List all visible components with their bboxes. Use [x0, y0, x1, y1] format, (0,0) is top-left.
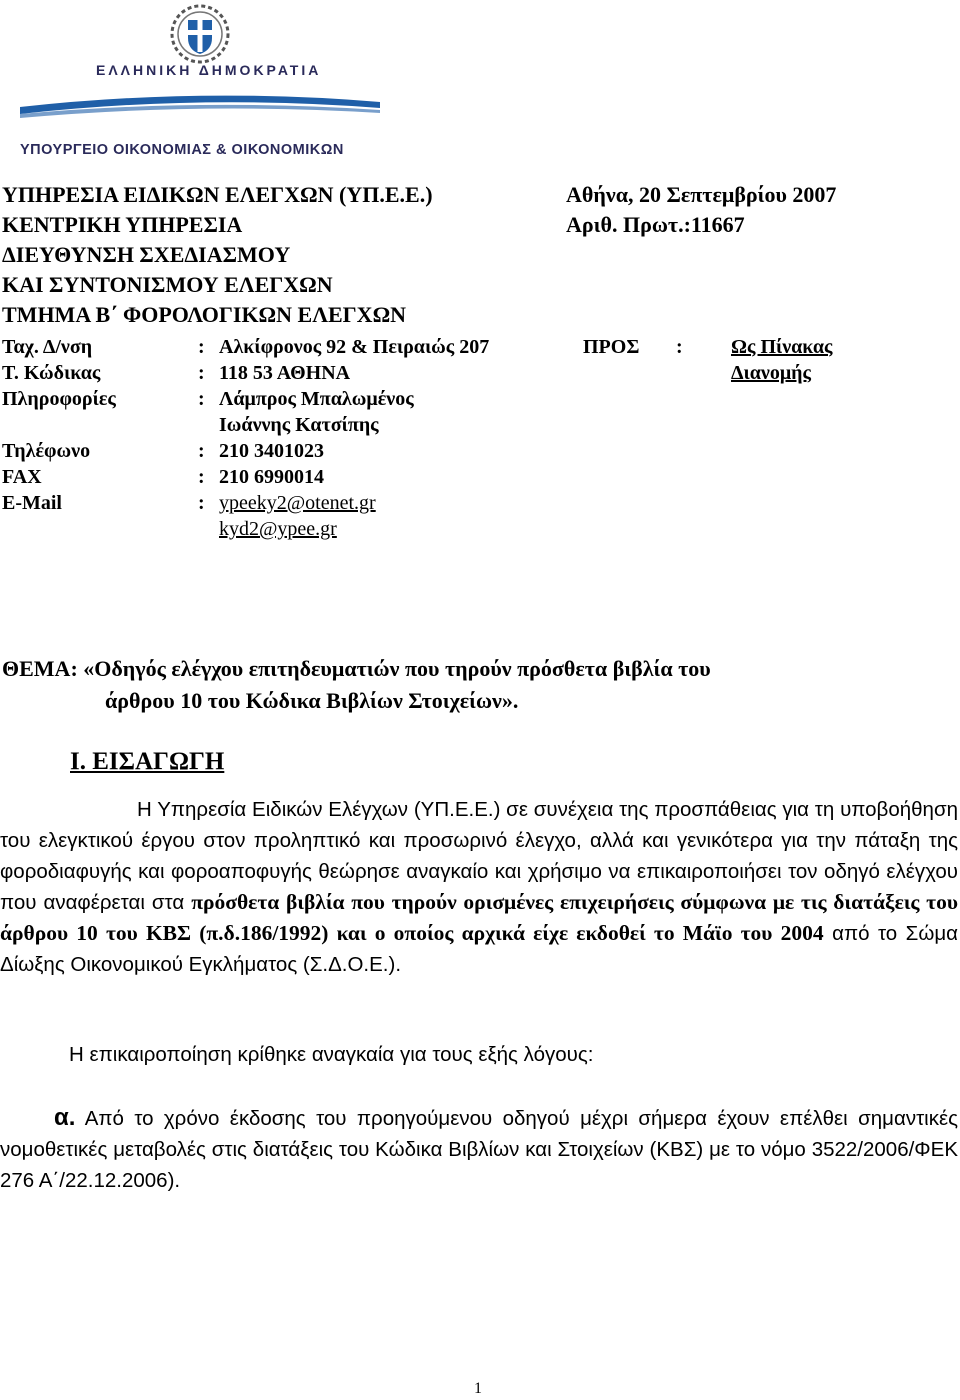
fax-value: 210 6990014 — [219, 466, 324, 488]
service-line: ΚΑΙ ΣΥΝΤΟΝΙΣΜΟΥ ΕΛΕΓΧΩΝ — [2, 272, 333, 297]
colon: : — [198, 362, 205, 384]
info-person-2: Ιωάννης Κατσίπης — [219, 414, 379, 436]
logo-country-text: ΕΛΛΗΝΙΚΗ ΔΗΜΟΚΡΑΤΙΑ — [96, 62, 322, 78]
email-link-2[interactable]: kyd2@ypee.gr — [219, 518, 337, 540]
logo-ministry-text: ΥΠΟΥΡΓΕΙΟ ΟΙΚΟΝΟΜΙΑΣ & ΟΙΚΟΝΟΜΙΚΩΝ — [20, 142, 344, 158]
subject-line: ΘΕΜΑ: «Οδηγός ελέγχου επιτηδευματιών που τηρούν πρόσθετα βιβλία του — [2, 656, 711, 681]
colon: : — [198, 440, 205, 462]
fax-label: FAX — [2, 466, 42, 488]
postcode-value: 118 53 ΑΘΗΝΑ — [219, 362, 351, 384]
intro-paragraph — [0, 794, 958, 980]
phone-value: 210 3401023 — [219, 440, 324, 462]
service-line: ΚΕΝΤΡΙΚΗ ΥΠΗΡΕΣΙΑ — [2, 212, 243, 237]
postcode-label: Τ. Κώδικας — [2, 362, 101, 384]
service-line: ΥΠΗΡΕΣΙΑ ΕΙΔΙΚΩΝ ΕΛΕΓΧΩΝ (ΥΠ.Ε.Ε.) — [2, 182, 433, 207]
document-date: Αθήνα, 20 Σεπτεμβρίου 2007 — [566, 182, 837, 207]
ministry-logo — [20, 2, 380, 167]
paragraph-bold-text: πρόσθετα βιβλία που τηρούν ορισμένες επιχειρήσεις σύμφωνα με τις διατάξεις του άρθρου 10 του ΚΒΣ (π.δ.186/1992) και ο οποίος αρχικά είχε εκδοθεί το Μάϊο του 2004 — [0, 890, 959, 945]
email-label: E-Mail — [2, 492, 62, 514]
colon: : — [198, 388, 205, 410]
address-value: Αλκίφρονος 92 & Πειραιώς 207 — [219, 336, 490, 358]
colon: : — [676, 336, 683, 358]
reasons-intro: Η επικαιροποίηση κρίθηκε αναγκαία για τους εξής λόγους: — [69, 1043, 594, 1066]
paragraph-text: από το Σώμα Δίωξης Οικονομικού Εγκλήματος (Σ.Δ.Ο.Ε.). — [0, 922, 958, 976]
recipient-value: Διανομής — [731, 362, 811, 384]
section-heading: Ι. ΕΙΣΑΓΩΓΗ — [70, 748, 225, 775]
address-label: Ταχ. Δ/νση — [2, 336, 93, 358]
phone-label: Τηλέφωνο — [2, 440, 91, 462]
colon: : — [198, 492, 205, 514]
email-link-1[interactable]: ypeeky2@otenet.gr — [219, 492, 376, 514]
colon: : — [198, 336, 205, 358]
recipient-value: Ως Πίνακας — [731, 336, 833, 358]
paragraph-text: Η Υπηρεσία Ειδικών Ελέγχων (ΥΠ.Ε.Ε.) σε συνέχεια της προσπάθειας για τη υποβοήθηση του ελεγκτικού έργου στον προληπτικό και προσωρινό έλεγχο, αλλά και γενικότερα για την πάταξη της φοροδιαφυγής και φοροαποφυγής θεώρησε αναγκαίο και χρήσιμο να επικαιροποιήσει τον οδηγό ελέγχου που αναφέρεται στα — [0, 798, 958, 914]
protocol-number: Αριθ. Πρωτ.:11667 — [566, 212, 745, 237]
service-line: ΔΙΕΥΘΥΝΣΗ ΣΧΕΔΙΑΣΜΟΥ — [2, 242, 291, 267]
page-number: 1 — [474, 1380, 482, 1397]
recipient-label: ΠΡΟΣ — [583, 336, 640, 358]
reason-item-a — [0, 1102, 958, 1196]
colon: : — [198, 466, 205, 488]
info-person-1: Λάμπρος Μπαλωμένος — [219, 388, 414, 410]
paragraph-text: Από το χρόνο έκδοσης του προηγούμενου οδηγού μέχρι σήμερα έχουν επέλθει σημαντικές νομοθετικές μεταβολές στις διατάξεις του Κώδικα Βιβλίων και Στοιχείων (ΚΒΣ) με το νόμο 3522/2006/ΦΕΚ 276 Α΄/22.12.2006). — [0, 1107, 958, 1192]
subject-line: άρθρου 10 του Κώδικα Βιβλίων Στοιχείων». — [105, 688, 519, 713]
info-label: Πληροφορίες — [2, 388, 116, 410]
list-marker: α. — [54, 1104, 76, 1131]
service-line: ΤΜΗΜΑ Β΄ ΦΟΡΟΛΟΓΙΚΩΝ ΕΛΕΓΧΩΝ — [2, 302, 407, 327]
